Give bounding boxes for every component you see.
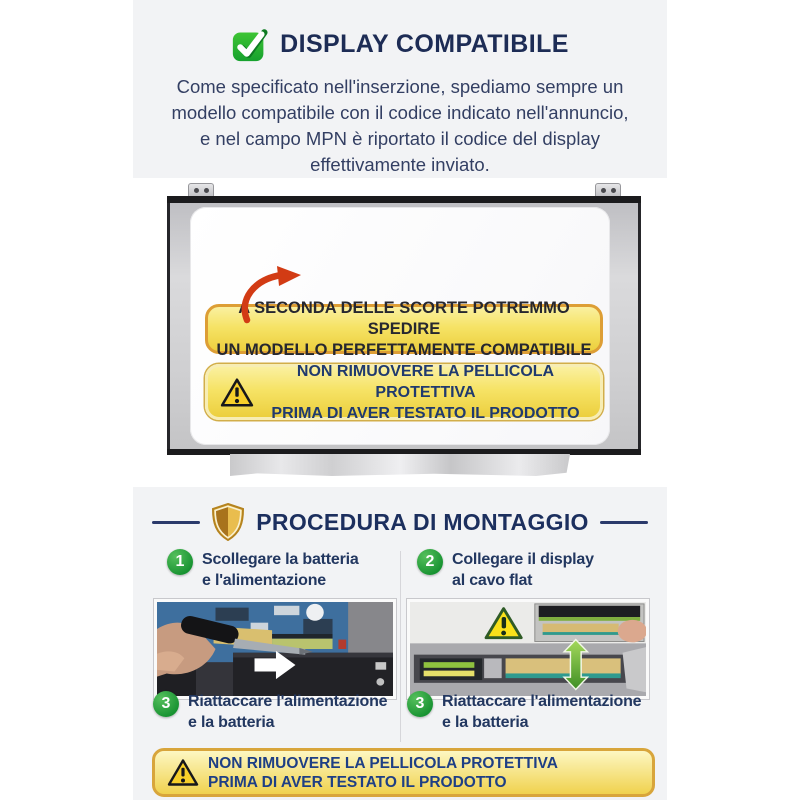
intro-paragraph (133, 74, 667, 178)
step-2 (417, 549, 594, 591)
warning-banner-text (208, 754, 558, 792)
panel-bracket-left (188, 183, 214, 197)
panel-photo-section (0, 178, 800, 487)
red-curved-arrow-icon (233, 264, 311, 326)
step-1-badge: 1 (167, 549, 193, 575)
procedure-title: PROCEDURA DI MONTAGGIO (256, 508, 589, 535)
intro-line: modello compatibile con il codice indicato nell'annuncio, (171, 102, 629, 123)
film-label-line1: NON RIMUOVERE LA PELLICOLA PROTETTIVA (296, 362, 555, 401)
content-column (133, 0, 667, 800)
warning-triangle-icon (167, 758, 199, 787)
panel-photo-inner (133, 178, 667, 487)
panel-foil-tape (230, 454, 570, 476)
step-3-left-text (188, 691, 387, 733)
title-line-right (600, 521, 648, 524)
step-3-left-line1: Riattaccare l'alimentazione (188, 693, 388, 710)
step-3-left-badge: 3 (153, 691, 179, 717)
warning-triangle-icon (220, 377, 254, 408)
connect-flat-cable-photo (407, 599, 649, 699)
protective-film-label-text (263, 361, 588, 424)
step-3-left-line2: e la batteria (188, 714, 275, 731)
stock-label-line2: UN MODELLO PERFETTAMENTE COMPATIBILE (216, 340, 592, 359)
column-divider (400, 551, 401, 742)
warning-banner (152, 748, 655, 797)
header (133, 26, 667, 63)
step-1 (167, 549, 359, 591)
step-3-right-line1: Riattaccare l'alimentazione (442, 693, 642, 710)
protective-film-label (205, 364, 603, 420)
procedure-header (133, 503, 667, 541)
green-check-icon (231, 26, 268, 63)
step-3-right-text (442, 691, 641, 733)
panel-top-edge (167, 196, 641, 203)
title-line-left (152, 521, 200, 524)
intro-line: effettivamente inviato. (310, 154, 490, 175)
page-title: DISPLAY COMPATIBILE (280, 30, 569, 58)
gold-shield-icon (211, 503, 245, 541)
step-3-right-line2: e la batteria (442, 714, 529, 731)
step-3-right-badge: 3 (407, 691, 433, 717)
banner-line1: NON RIMUOVERE LA PELLICOLA PROTETTIVA (208, 754, 558, 772)
step-3-right (407, 691, 641, 733)
film-label-line2: PRIMA DI AVER TESTATO IL PRODOTTO (271, 404, 580, 422)
intro-line: e nel campo MPN è riportato il codice del display (200, 128, 600, 149)
step-2-line1: Collegare il display (452, 551, 594, 568)
step-2-badge: 2 (417, 549, 443, 575)
step-3-left (153, 691, 387, 733)
step-1-line2: e l'alimentazione (202, 572, 326, 589)
step-2-text (452, 549, 594, 591)
step-1-text (202, 549, 359, 591)
stock-label-line1: A SECONDA DELLE SCORTE POTREMMO SPEDIRE (238, 298, 570, 338)
banner-line2: PRIMA DI AVER TESTATO IL PRODOTTO (208, 773, 507, 791)
step-1-line1: Scollegare la batteria (202, 551, 359, 568)
step-2-line2: al cavo flat (452, 572, 533, 589)
intro-line: Come specificato nell'inserzione, spediamo sempre un (176, 76, 624, 97)
panel-bracket-right (595, 183, 621, 197)
disconnect-battery-photo (154, 599, 396, 699)
